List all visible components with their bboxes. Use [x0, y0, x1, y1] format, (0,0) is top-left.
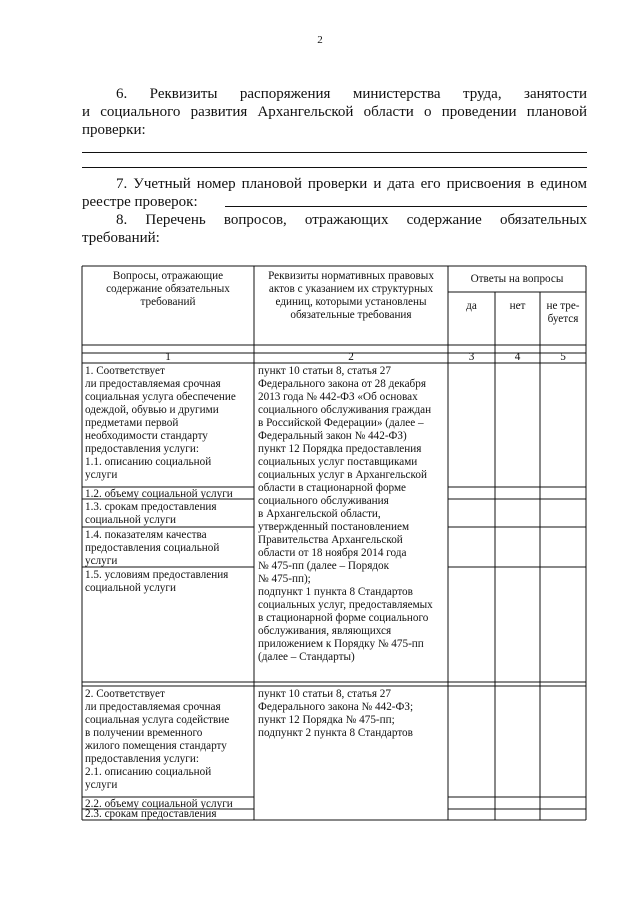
header-answers: Ответы на вопросы	[470, 273, 564, 285]
requisites-2: пункт 10 статьи 8, статья 27 Федерального закона № 442-ФЗ; пункт 12 Порядка № 475-пп; подпункт 2 пункта 8 Стандартов	[258, 688, 414, 739]
question-1-2: 1.2. объему социальной услуги	[85, 488, 233, 500]
question-2-2: 2.2. объему социальной услуги	[85, 798, 233, 810]
requisites-1: пункт 10 статьи 8, статья 27 Федерального закона от 28 декабря 2013 года № 442-ФЗ «Об основах социального обслуживания граждан в Российской Федерации» (далее – Федеральный закон № 442-ФЗ) пункт 12 Порядка предоставления социальных услуг поставщиками социальных услуг в Архангельской области в стационарной форме социального обслуживания в Архангельской области, утвержденный постановлением Правительства Архангельской области от 18 ноября 2014 года № 475-пп (далее – Порядок № 475-пп); подпункт 1 пункта 8 Стандартов социальных услуг, предоставляемых в стационарной форме социального обслуживания, являющихся приложением к Порядку № 475-пп (далее – Стандарты)	[258, 365, 433, 663]
question-2-3: 2.3. срокам предоставления	[85, 808, 217, 820]
section-8-line-1: 8. Перечень вопросов, отражающих содержание обязательных	[116, 212, 587, 228]
column-number-1: 1	[165, 351, 171, 363]
blank-line-1	[82, 152, 587, 153]
question-1-3: 1.3. срокам предоставления социальной услуги	[85, 501, 217, 526]
blank-line-2	[82, 167, 587, 168]
header-not-required: не тре- буется	[546, 300, 580, 325]
column-number-3: 3	[468, 351, 475, 363]
question-1-5: 1.5. условиям предоставления социальной услуги	[85, 569, 229, 594]
blank-line-register	[225, 206, 587, 207]
header-questions: Вопросы, отражающие содержание обязательных требований	[106, 270, 230, 308]
column-number-4: 4	[514, 351, 521, 363]
question-1-4: 1.4. показателям качества предоставления социальной услуги	[85, 529, 220, 567]
question-1-intro: 1. Соответствует ли предоставляемая срочная социальная услуга обеспечение одеждой, обувью и другими предметами первой необходимости стандарту предоставления услуги: 1.1. описанию социальной услуги	[85, 365, 236, 481]
section-6-line-1: 6. Реквизиты распоряжения министерства труда, занятости	[116, 86, 587, 102]
section-8-line-2: требований:	[82, 230, 160, 246]
header-yes: да	[466, 300, 477, 312]
section-7-line-2: реестре проверок:	[82, 194, 198, 210]
header-no: нет	[509, 300, 526, 312]
section-6-paragraph	[82, 85, 587, 139]
section-6-line-3: проверки:	[82, 122, 146, 138]
question-2-intro: 2. Соответствует ли предоставляемая срочная социальная услуга содействие в получении временного жилого помещения стандарту предоставления услуги: 2.1. описанию социальной услуги	[85, 688, 230, 791]
section-6-line-2: и социального развития Архангельской области о проведении плановой	[82, 104, 587, 120]
section-8-paragraph	[82, 211, 587, 247]
section-7-line-1: 7. Учетный номер плановой проверки и дата его присвоения в едином	[116, 176, 587, 192]
column-number-2: 2	[348, 351, 354, 363]
column-number-5: 5	[560, 351, 566, 363]
page-number: 2	[317, 34, 323, 46]
header-requisites: Реквизиты нормативных правовых актов с указанием их структурных единиц, которыми установлены обязательные требования	[268, 270, 434, 321]
